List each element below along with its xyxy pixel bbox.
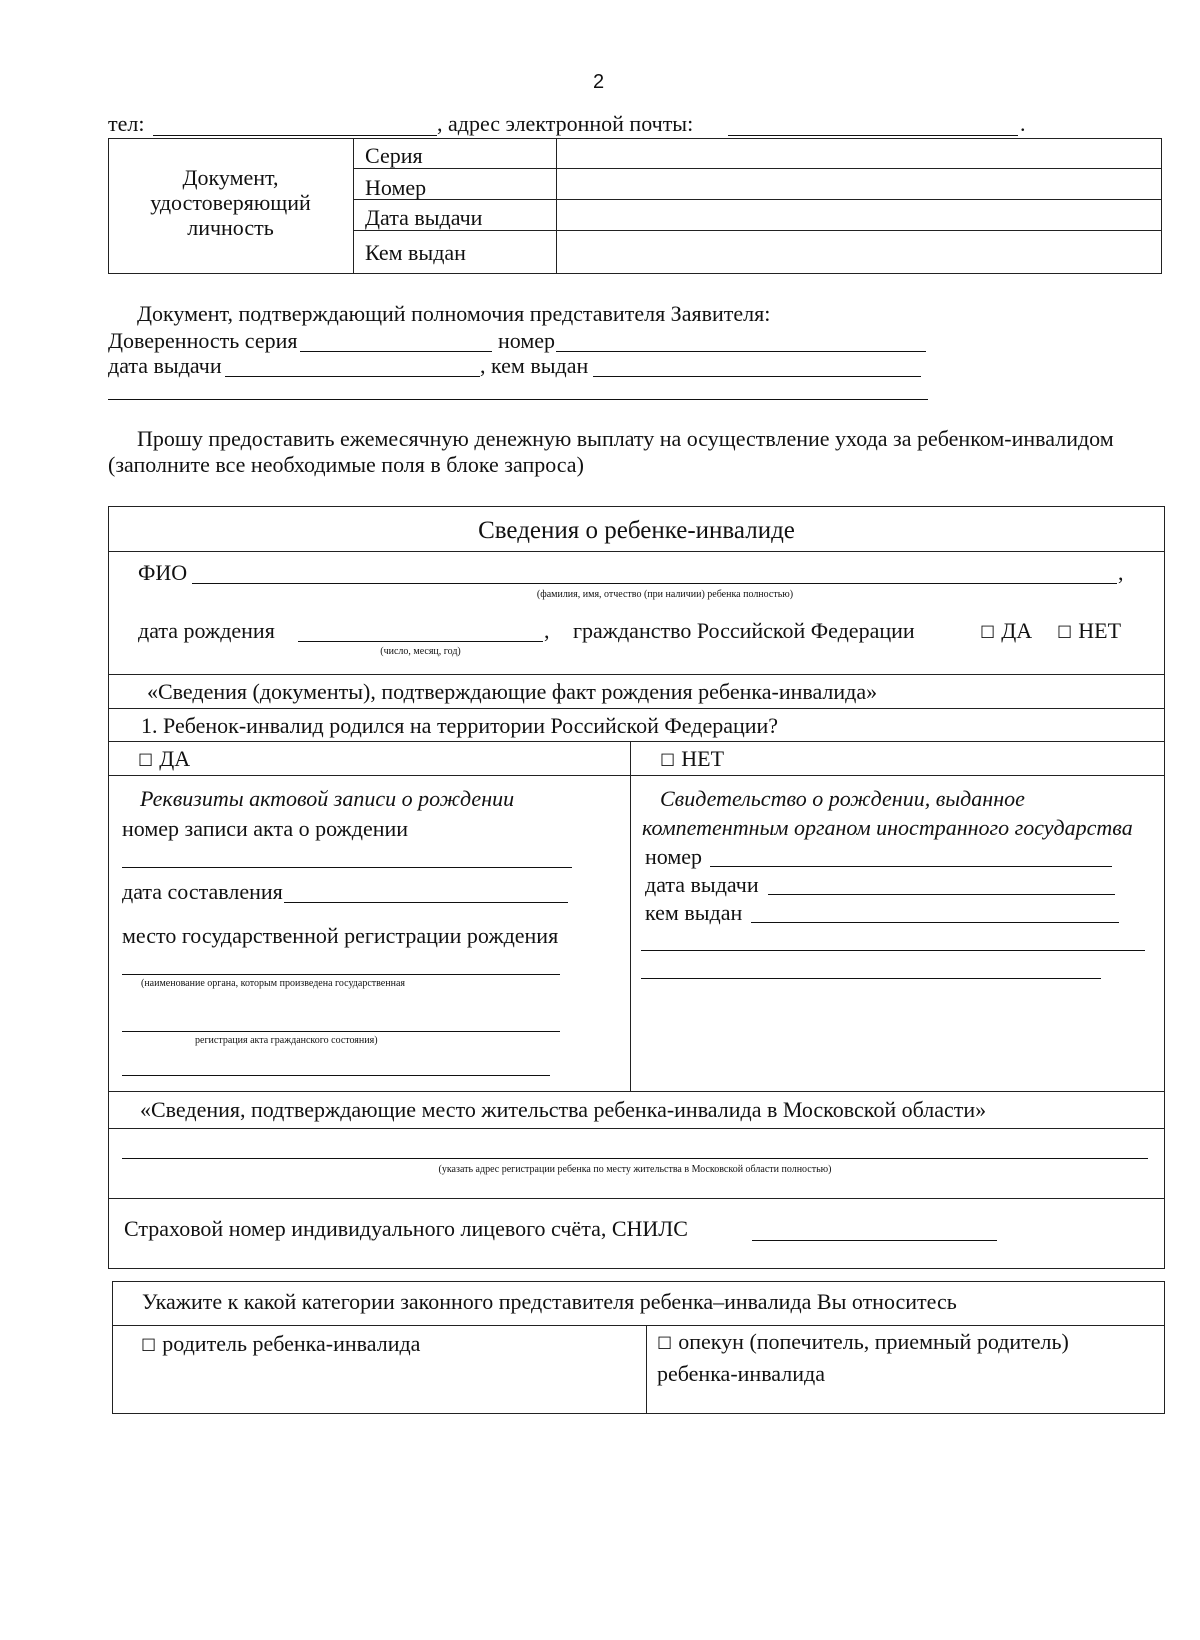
- citizenship-yes-option[interactable]: [980, 620, 1032, 642]
- foreign-issuer-field-3[interactable]: [641, 978, 1101, 979]
- checkbox-empty-icon[interactable]: ☐: [657, 1334, 673, 1354]
- checkbox-empty-icon[interactable]: ☐: [138, 751, 154, 771]
- residence-title: «Сведения, подтверждающие место жительства ребенка-инвалида в Московской области»: [140, 1097, 987, 1122]
- birth-date-label: дата рождения: [138, 618, 275, 643]
- page-number: 2: [593, 71, 605, 93]
- birth-date-comma: ,: [544, 618, 550, 643]
- id-number-field[interactable]: [558, 170, 1160, 198]
- child-table-line: [108, 551, 1165, 552]
- authority-heading: Документ, подтверждающий полномочия представителя Заявителя:: [137, 301, 771, 326]
- foreign-number-field[interactable]: [710, 866, 1112, 867]
- fio-label: ФИО: [138, 560, 188, 585]
- snils-label: Страховой номер индивидуального лицевого счёта, СНИЛС: [124, 1216, 688, 1241]
- checkbox-empty-icon[interactable]: ☐: [1057, 623, 1073, 643]
- category-guardian-label: опекун (попечитель, приемный родитель): [678, 1329, 1069, 1354]
- foreign-certificate-title-2: компетентным органом иностранного государства: [642, 815, 1133, 840]
- birth-date-hint: (число, месяц, год): [380, 646, 461, 657]
- citizenship-yes-label: ДА: [1001, 618, 1033, 643]
- registration-place-label: место государственной регистрации рождения: [122, 923, 559, 948]
- id-table-row-line: [353, 168, 1162, 169]
- foreign-number-label: номер: [645, 844, 703, 869]
- child-info-title: Сведения о ребенке-инвалиде: [478, 517, 795, 544]
- id-doc-title-1: Документ,: [182, 165, 279, 190]
- id-issued-by-field[interactable]: [558, 232, 1160, 272]
- proxy-issuer-label: , кем выдан: [480, 353, 589, 378]
- foreign-issuer-field[interactable]: [751, 922, 1119, 923]
- registration-place-field-3[interactable]: [122, 1075, 550, 1076]
- id-doc-title-2: удостоверяющий: [150, 190, 311, 215]
- born-yes-option[interactable]: [138, 748, 190, 770]
- id-issue-date-field[interactable]: [558, 201, 1160, 229]
- checkbox-empty-icon[interactable]: ☐: [980, 623, 996, 643]
- category-table-line: [112, 1325, 1165, 1326]
- registration-place-field-2[interactable]: [122, 1031, 560, 1032]
- proxy-number-field[interactable]: [556, 351, 926, 352]
- record-number-field[interactable]: [122, 867, 572, 868]
- compiled-date-label: дата составления: [122, 879, 283, 904]
- foreign-issuer-label: кем выдан: [645, 900, 743, 925]
- category-guardian-label-2: ребенка-инвалида: [657, 1361, 825, 1386]
- child-table-line: [108, 708, 1165, 709]
- id-doc-title-3: личность: [187, 215, 274, 240]
- id-row-issue-date: Дата выдачи: [365, 205, 483, 230]
- foreign-issuer-field-2[interactable]: [641, 950, 1145, 951]
- child-table-line: [108, 674, 1165, 675]
- request-text-2: (заполните все необходимые поля в блоке запроса): [108, 452, 584, 477]
- born-no-option[interactable]: [660, 748, 724, 770]
- checkbox-empty-icon[interactable]: ☐: [141, 1336, 157, 1356]
- id-row-series: Серия: [365, 143, 423, 168]
- foreign-issue-date-label: дата выдачи: [645, 872, 759, 897]
- fio-hint: (фамилия, имя, отчество (при наличии) ребенка полностью): [536, 589, 794, 600]
- category-guardian-option[interactable]: [657, 1331, 1069, 1353]
- category-parent-label: родитель ребенка-инвалида: [162, 1331, 421, 1356]
- proxy-date-label: дата выдачи: [108, 353, 222, 378]
- proxy-date-field[interactable]: [225, 376, 480, 377]
- fio-comma: ,: [1118, 560, 1124, 585]
- child-table-line: [108, 741, 1165, 742]
- residence-address-field[interactable]: [122, 1158, 1148, 1159]
- citizenship-no-option[interactable]: [1057, 620, 1121, 642]
- email-label: , адрес электронной почты:: [437, 111, 694, 136]
- id-table-row-line: [353, 230, 1162, 231]
- id-table-row-line: [353, 199, 1162, 200]
- proxy-series-label: Доверенность серия: [108, 328, 298, 353]
- foreign-certificate-title-1: Свидетельство о рождении, выданное: [660, 786, 1025, 811]
- birth-record-title: Реквизиты актовой записи о рождении: [140, 786, 515, 811]
- proxy-extra-line[interactable]: [108, 399, 928, 400]
- child-table-line: [108, 1091, 1165, 1092]
- checkbox-empty-icon[interactable]: ☐: [660, 751, 676, 771]
- registration-hint-1: (наименование органа, которым произведена государственная: [141, 978, 405, 989]
- registration-place-field[interactable]: [122, 974, 560, 975]
- proxy-series-field[interactable]: [300, 351, 492, 352]
- residence-hint: (указать адрес регистрации ребенка по месту жительства в Московской области полностью): [438, 1164, 832, 1175]
- id-series-field[interactable]: [558, 140, 1160, 167]
- tel-field[interactable]: [153, 135, 437, 136]
- email-field[interactable]: [728, 135, 1018, 136]
- email-end-dot: .: [1020, 111, 1026, 136]
- id-row-number: Номер: [365, 175, 427, 200]
- born-in-russia-question: 1. Ребенок-инвалид родился на территории Российской Федерации?: [141, 713, 779, 738]
- fio-field[interactable]: [192, 583, 1117, 584]
- tel-label: тел:: [108, 111, 145, 136]
- child-table-line: [108, 775, 1165, 776]
- compiled-date-field[interactable]: [284, 902, 568, 903]
- record-number-label: номер записи акта о рождении: [122, 816, 409, 841]
- child-table-line: [108, 1198, 1165, 1199]
- category-parent-option[interactable]: [141, 1333, 420, 1355]
- id-table-divider: [556, 138, 557, 274]
- child-table-line: [108, 1128, 1165, 1129]
- id-row-issued-by: Кем выдан: [365, 240, 466, 265]
- id-table-divider: [353, 138, 354, 274]
- category-title: Укажите к какой категории законного представителя ребенка–инвалида Вы относитесь: [142, 1289, 957, 1314]
- proxy-issuer-field[interactable]: [593, 376, 921, 377]
- category-table-divider: [646, 1325, 647, 1414]
- birth-docs-title: «Сведения (документы), подтверждающие факт рождения ребенка-инвалида»: [147, 679, 878, 704]
- citizenship-no-label: НЕТ: [1078, 618, 1122, 643]
- registration-hint-2: регистрация акта гражданского состояния): [195, 1035, 378, 1046]
- citizenship-label: гражданство Российской Федерации: [573, 618, 915, 643]
- birth-date-field[interactable]: [298, 641, 543, 642]
- proxy-number-label: номер: [498, 328, 556, 353]
- request-text-1: Прошу предоставить ежемесячную денежную выплату на осуществление ухода за ребенком-инвалидом: [137, 426, 1114, 451]
- foreign-issue-date-field[interactable]: [768, 894, 1115, 895]
- snils-field[interactable]: [752, 1240, 997, 1241]
- born-yes-label: ДА: [159, 746, 191, 771]
- child-table-divider: [630, 741, 631, 1091]
- born-no-label: НЕТ: [681, 746, 725, 771]
